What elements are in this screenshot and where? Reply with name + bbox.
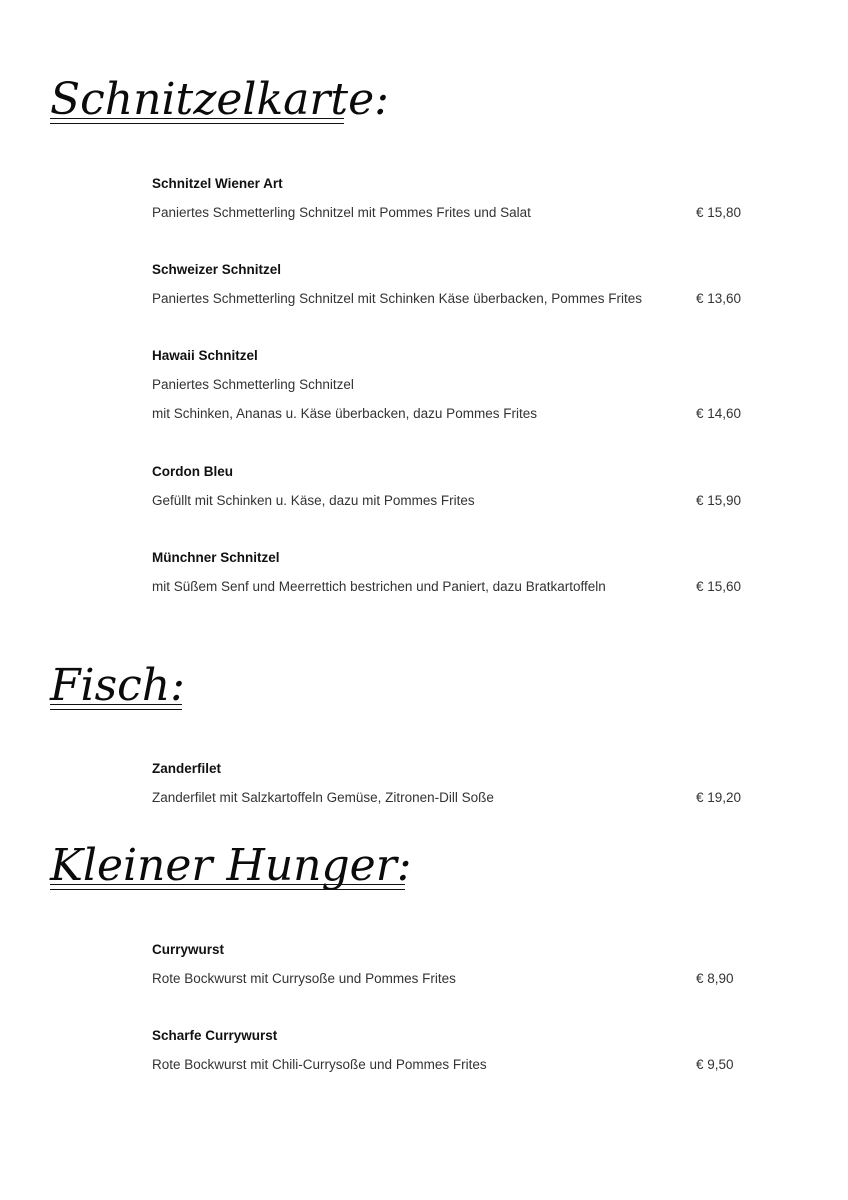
menu-item <box>152 759 752 817</box>
menu-item-name: Zanderfilet <box>152 761 222 776</box>
menu-item-name: Cordon Bleu <box>152 464 233 479</box>
menu-item-price: € 19,20 <box>696 790 742 805</box>
section-heading-schnitzelkarte <box>50 74 397 125</box>
menu-item-price: € 14,60 <box>696 406 742 421</box>
menu-item-line <box>152 788 752 817</box>
menu-item-description: mit Schinken, Ananas u. Käse überbacken, dazu Pommes Frites <box>152 406 537 421</box>
menu-item-line <box>152 1055 752 1084</box>
menu-item <box>152 462 752 520</box>
menu-item-price: € 15,60 <box>696 579 742 594</box>
menu-item-line <box>152 404 752 433</box>
menu-item-price: € 15,80 <box>696 205 742 220</box>
menu-item-price: € 13,60 <box>696 291 742 306</box>
menu-item-name: Schnitzel Wiener Art <box>152 176 283 191</box>
menu-item-line <box>152 577 752 606</box>
menu-item-name: Scharfe Currywurst <box>152 1028 278 1043</box>
menu-item <box>152 260 752 318</box>
heading-underline <box>50 704 182 705</box>
section-heading-fisch <box>50 660 193 711</box>
menu-item <box>152 940 752 998</box>
heading-underline <box>50 889 405 890</box>
heading-underline <box>50 123 344 124</box>
menu-item-price: € 15,90 <box>696 493 742 508</box>
menu-item-description: Rote Bockwurst mit Currysoße und Pommes Frites <box>152 971 456 986</box>
menu-item-price: € 9,50 <box>696 1057 734 1072</box>
menu-item-line <box>152 289 752 318</box>
menu-item-description: Zanderfilet mit Salzkartoffeln Gemüse, Zitronen-Dill Soße <box>152 790 494 805</box>
menu-item-name: Münchner Schnitzel <box>152 550 280 565</box>
menu-item <box>152 1026 752 1084</box>
menu-item-name: Hawaii Schnitzel <box>152 348 258 363</box>
section-title: Kleiner Hunger: <box>50 840 412 891</box>
menu-item-description: Rote Bockwurst mit Chili-Currysoße und Pommes Frites <box>152 1057 487 1072</box>
heading-underline <box>50 709 182 710</box>
menu-item-description: Gefüllt mit Schinken u. Käse, dazu mit Pommes Frites <box>152 493 475 508</box>
menu-item-description: mit Süßem Senf und Meerrettich bestrichen und Paniert, dazu Bratkartoffeln <box>152 579 606 594</box>
menu-item-description: Paniertes Schmetterling Schnitzel mit Schinken Käse überbacken, Pommes Frites <box>152 291 642 306</box>
menu-item <box>152 346 752 433</box>
menu-item-line <box>152 203 752 232</box>
section-title: Schnitzelkarte: <box>50 74 389 125</box>
heading-underline <box>50 118 344 119</box>
menu-item-line <box>152 969 752 998</box>
menu-item-price: € 8,90 <box>696 971 734 986</box>
menu-item <box>152 548 752 606</box>
heading-underline <box>50 884 405 885</box>
menu-item-description: Paniertes Schmetterling Schnitzel <box>152 377 354 392</box>
section-title: Fisch: <box>50 660 185 711</box>
menu-item <box>152 174 752 232</box>
menu-item-name: Schweizer Schnitzel <box>152 262 282 277</box>
section-heading-kleiner-hunger <box>50 840 420 891</box>
menu-item-line <box>152 375 752 404</box>
menu-item-description: Paniertes Schmetterling Schnitzel mit Pommes Frites und Salat <box>152 205 531 220</box>
menu-item-name: Currywurst <box>152 942 225 957</box>
menu-item-line <box>152 491 752 520</box>
